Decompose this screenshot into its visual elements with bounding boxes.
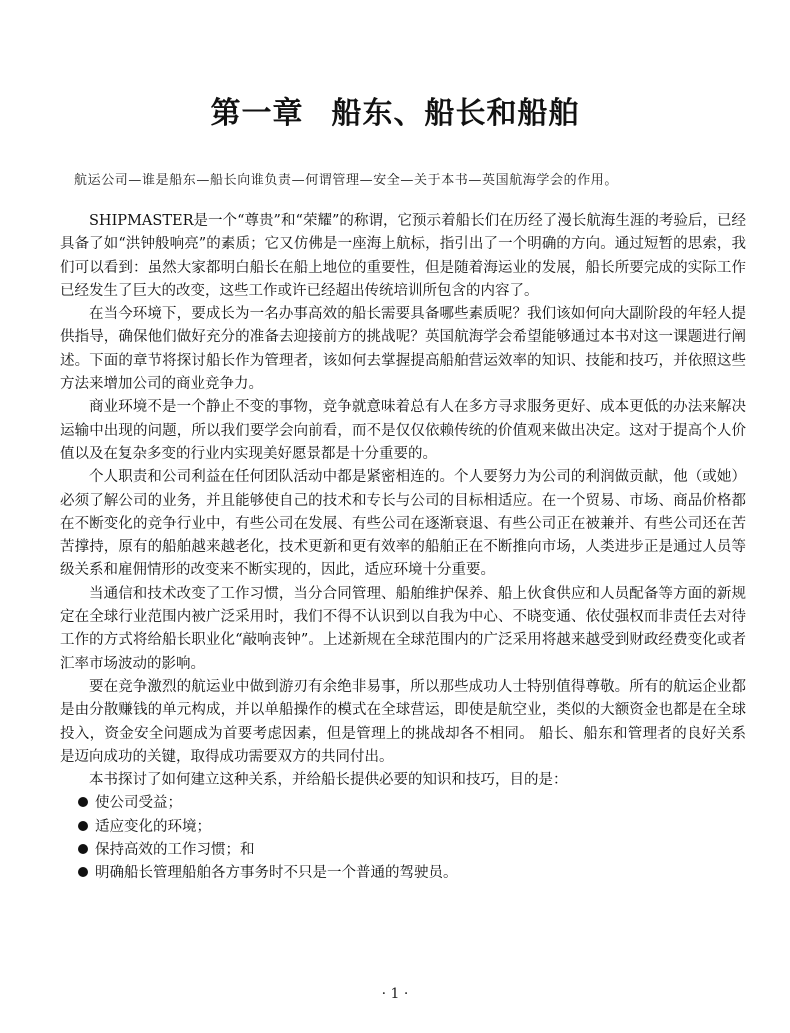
bullet-icon	[78, 844, 88, 854]
list-item	[78, 862, 746, 885]
chapter-topics: 航运公司—谁是船东—船长向谁负责—何谓管理—安全—关于本书—英国航海学会的作用。	[74, 173, 619, 188]
paragraph: 商业环境不是一个静止不变的事物，竞争就意味着总有人在多方寻求服务更好、成本更低的办法来解决运输中出现的问题，所以我们要学会向前看，而不是仅仅依赖传统的价值观来做出决定。这对于提高个人价值以及在复杂多变的行业内实现美好愿景都是十分重要的。	[60, 399, 746, 462]
list-item-text: 使公司受益；	[95, 795, 182, 812]
chapter-title	[0, 88, 790, 132]
list-item-text: 明确船长管理船舶各方事务时不只是一个普通的驾驶员。	[95, 865, 458, 882]
paragraph: 当通信和技术改变了工作习惯，当分合同管理、船舶维护保养、船上伙食供应和人员配备等方面的新规定在全球行业范围内被广泛采用时，我们不得不认识到以自我为中心、不晓变通、依仗强权而非责任去对待工作的方式将给船长职业化“敲响丧钟”。上述新规在全球范围内的广泛采用将越来越受到财政经费变化或者汇率市场波动的影响。	[60, 585, 746, 672]
paragraph: 在当今环境下，要成长为一名办事高效的船长需要具备哪些素质呢？我们该如何向大副阶段的年轻人提供指导，确保他们做好充分的准备去迎接前方的挑战呢？英国航海学会希望能够通过本书对这一课题进行阐述。下面的章节将探讨船长作为管理者，该如何去掌握提高船舶营运效率的知识、技能和技巧，并依照这些方法来增加公司的商业竞争力。	[60, 306, 746, 393]
page-number: · 1 ·	[381, 986, 409, 1002]
list-item	[78, 792, 746, 815]
paragraph: 本书探讨了如何建立这种关系，并给船长提供必要的知识和技巧，目的是：	[89, 772, 568, 789]
list-item	[78, 816, 746, 839]
paragraph: 个人职责和公司利益在任何团队活动中都是紧密相连的。个人要努力为公司的利润做贡献，他（或她）必须了解公司的业务，并且能够使自己的技术和专长与公司的目标相适应。在一个贸易、市场、商品价格都在不断变化的竞争行业中，有些公司在发展、有些公司在逐渐衰退、有些公司正在被兼并、有些公司还在苦苦撑持，原有的船舶越来越老化，技术更新和更有效率的船舶正在不断推向市场，人类进步正是通过人员等级关系和雇佣情形的改变来不断实现的，因此，适应环境十分重要。	[60, 469, 746, 579]
chapter-body	[60, 210, 746, 886]
bullet-icon	[78, 821, 88, 831]
list-item-text: 保持高效的工作习惯；和	[95, 842, 255, 859]
paragraph: SHIPMASTER是一个“尊贵”和“荣耀”的称谓，它预示着船长们在历经了漫长航海生涯的考验后，已经具备了如“洪钟般响亮”的素质；它又仿佛是一座海上航标，指引出了一个明确的方向。通过短暂的思索，我们可以看到：虽然大家都明白船长在船上地位的重要性，但是随着海运业的发展，船长所要完成的实际工作已经发生了巨大的改变，这些工作或许已经超出传统培训所包含的内容了。	[60, 213, 746, 299]
chapter-number: 第一章	[210, 96, 304, 131]
list-item-text: 适应变化的环境；	[95, 818, 211, 835]
bullet-icon	[78, 867, 88, 877]
bullet-icon	[78, 797, 88, 807]
goals-list	[60, 792, 746, 885]
paragraph: 要在竞争激烈的航运业中做到游刃有余绝非易事，所以那些成功人士特别值得尊敬。所有的航运企业都是由分散赚钱的单元构成，并以单船操作的模式在全球营运，即使是航空业，类似的大额资金也都是在全球投入，资金安全问题成为首要考虑因素，但是管理上的挑战却各不相同。 船长、船东和管理者的良好关系是迈向成功的关键，取得成功需要双方的共同付出。	[60, 678, 746, 765]
chapter-name: 船东、船长和船舶	[331, 96, 580, 131]
list-item	[78, 839, 746, 862]
